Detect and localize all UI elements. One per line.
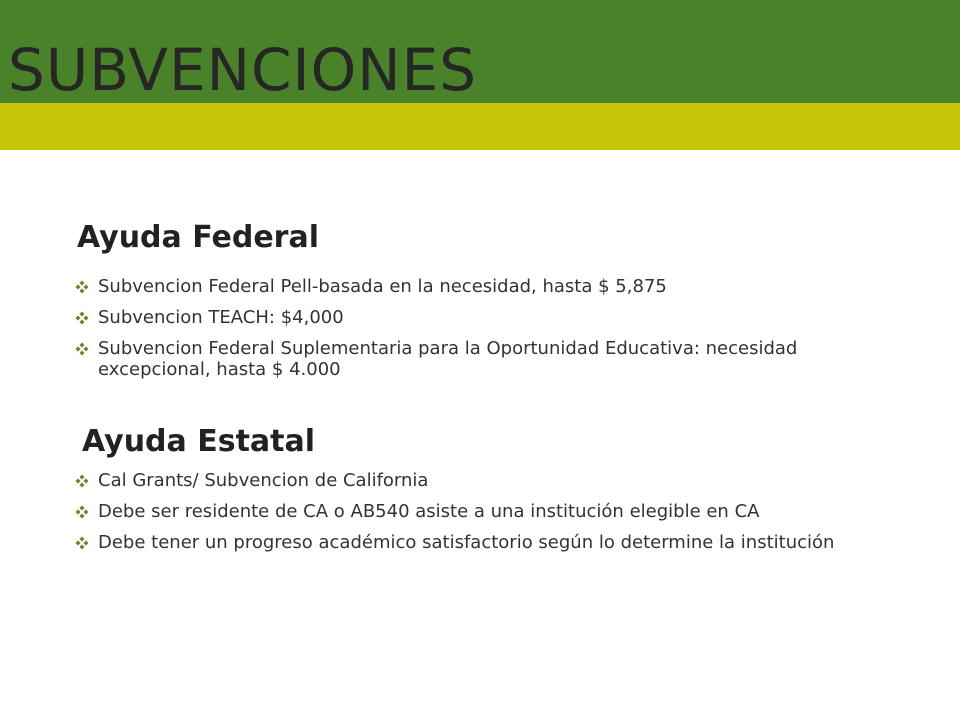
state-aid-heading: Ayuda Estatal [82, 424, 316, 459]
list-item [75, 532, 875, 553]
federal-aid-list [75, 276, 875, 390]
list-item [75, 470, 875, 491]
list-item-text: Debe ser residente de CA o AB540 asiste a una institución elegible en CA [98, 501, 760, 522]
state-aid-list [75, 470, 875, 563]
four-petal-diamond-icon [75, 505, 89, 519]
list-item [75, 338, 875, 380]
four-petal-diamond-icon [75, 536, 89, 550]
four-petal-diamond-icon [75, 342, 89, 356]
slide-title: SUBVENCIONES [8, 36, 478, 104]
list-item [75, 307, 875, 328]
list-item-text: Subvencion Federal Pell-basada en la necesidad, hasta $ 5,875 [98, 276, 667, 297]
list-item-text: Subvencion TEACH: $4,000 [98, 307, 344, 328]
list-item-text: Subvencion Federal Suplementaria para la Oportunidad Educativa: necesidad excepcional, hasta $ 4.000 [98, 338, 798, 380]
list-item [75, 501, 875, 522]
header-olive-band [0, 103, 960, 150]
four-petal-diamond-icon [75, 311, 89, 325]
list-item-text: Debe tener un progreso académico satisfactorio según lo determine la institución [98, 532, 835, 553]
list-item-text: Cal Grants/ Subvencion de California [98, 470, 429, 491]
four-petal-diamond-icon [75, 280, 89, 294]
list-item [75, 276, 875, 297]
federal-aid-heading: Ayuda Federal [77, 220, 319, 255]
four-petal-diamond-icon [75, 474, 89, 488]
